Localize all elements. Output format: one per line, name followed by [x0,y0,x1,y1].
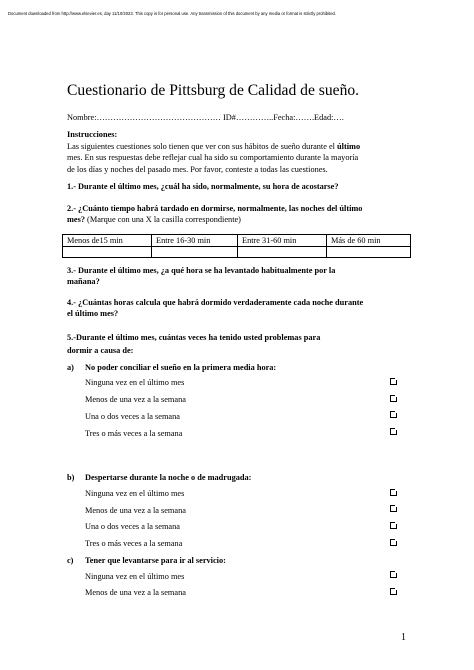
table-cell: Entre 31-60 min [238,235,327,247]
answer-cell[interactable] [327,246,411,258]
answer-cell[interactable] [63,246,152,258]
question-3-line-2: mañana? [67,277,100,286]
option-label: Ninguna vez en el último mes [85,489,185,498]
subquestion-b-text: Despertarse durante la noche o de madrugada: [85,473,252,482]
subquestion-a-letter: a) [67,363,74,372]
table-cell: Menos de15 min [63,235,152,247]
instructions-line-1 [67,141,412,152]
table-cell: Más de 60 min [327,235,411,247]
subquestion-a-text: No poder conciliar el sueño en la primera media hora: [85,363,277,372]
subquestion-b-letter: b) [67,473,75,482]
instructions-heading: Instrucciones: [67,130,118,139]
question-2-line-2 [67,215,241,224]
subquestion-c-letter: c) [67,556,74,565]
answer-cell[interactable] [238,246,327,258]
table-cell: Entre 16-30 min [152,235,238,247]
instructions-line-2: mes. En sus respuestas debe reflejar cual ha sido su comportamiento durante la mayoría [67,153,359,163]
checkbox[interactable] [390,522,397,529]
form-line: Nombre:……………………………………… ID#…………..Fecha:…….Edad:…. [67,113,344,122]
checkbox[interactable] [390,411,397,418]
option-label: Una o dos veces a la semana [85,412,180,421]
sleep-latency-table [62,234,411,258]
question-2-note: (Marque con una X la casilla correspondiente) [84,215,241,224]
question-2-line-1: 2.- ¿Cuánto tiempo habrá tardado en dormirse, normalmente, las noches del último [67,204,363,213]
checkbox[interactable] [390,588,397,595]
option-label: Una o dos veces a la semana [85,522,180,531]
question-3-line-1: 3.- Durante el último mes, ¿a qué hora se ha levantado habitualmente por la [67,266,336,275]
question-2-bold: mes? [67,215,85,224]
instructions-text [67,141,412,175]
question-4-line-2: el último mes? [67,309,119,318]
option-label: Menos de una vez a la semana [85,506,186,515]
option-label: Menos de una vez a la semana [85,395,186,404]
instructions-line-1-bold: último [337,142,361,151]
option-label: Ninguna vez en el último mes [85,572,185,581]
answer-cell[interactable] [152,246,238,258]
option-label: Tres o más veces a la semana [85,429,183,438]
page-number: 1 [401,632,406,643]
question-5-line-2: dormir a causa de: [67,346,134,355]
question-1: 1.- Durante el último mes, ¿cuál ha sido, normalmente, su hora de acostarse? [67,182,339,191]
instructions-line-1-text: Las siguientes cuestiones solo tienen que ver con sus hábitos de sueño durante el [67,142,338,151]
table-row [63,235,411,247]
checkbox[interactable] [390,505,397,512]
subquestion-c-text: Tener que levantarse para ir al servicio: [85,556,226,565]
checkbox[interactable] [390,428,397,435]
checkbox[interactable] [390,539,397,546]
checkbox[interactable] [390,395,397,402]
question-5-line-1: 5.-Durante el último mes, cuántas veces ha tenido usted problemas para [67,333,321,342]
checkbox[interactable] [390,489,397,496]
download-notice: Document downloaded from http://www.elsevier.es, day 11/10/2023. This copy is for personal use. Any transmission of this document by any media or format is strictly prohibited. [8,11,337,16]
option-label: Ninguna vez en el último mes [85,378,185,387]
table-row [63,246,411,258]
checkbox[interactable] [390,378,397,385]
question-4-line-1: 4.- ¿Cuántas horas calcula que habrá dormido verdaderamente cada noche durante [67,298,364,307]
option-label: Tres o más veces a la semana [85,539,183,548]
checkbox[interactable] [390,571,397,578]
instructions-line-3: de los días y noches del pasado mes. Por favor, conteste a todas las cuestiones. [67,164,328,174]
page-title: Cuestionario de Pittsburg de Calidad de sueño. [67,82,360,99]
option-label: Menos de una vez a la semana [85,588,186,597]
